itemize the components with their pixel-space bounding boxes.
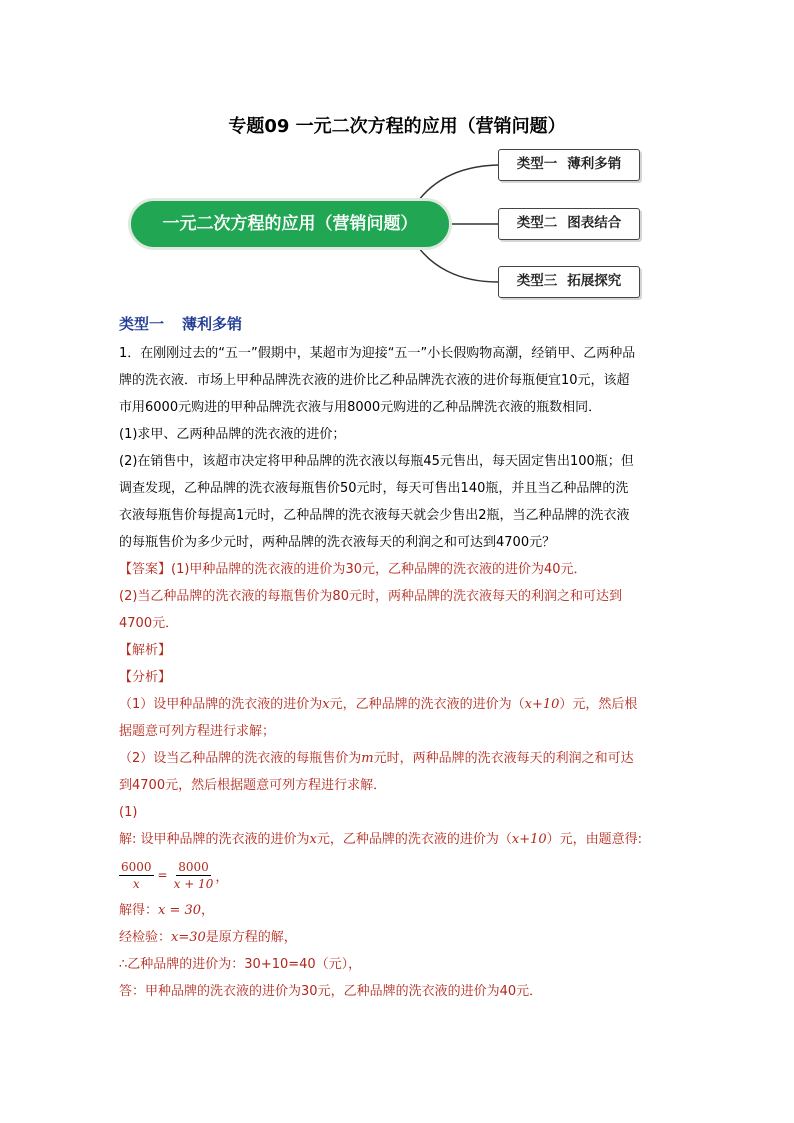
solution-text: 解得： xyxy=(119,903,159,918)
answer-line-1 xyxy=(119,556,679,583)
expression: x+10 xyxy=(511,832,547,847)
analysis-text: 元，然后根据题意可列方程进行求解． xyxy=(165,778,387,793)
jiexi-label: 【解析】 xyxy=(119,643,172,658)
answer-value: 40 xyxy=(544,562,561,577)
solution-value: 30 xyxy=(301,984,318,999)
punctuation: ， xyxy=(215,869,229,885)
therefore-line: ∴乙种品牌的进价为：30+10=40（元）， xyxy=(119,957,362,972)
branch-type: 类型一 xyxy=(516,156,558,172)
mind-map-branch-2 xyxy=(498,208,640,240)
answer-text: 元． xyxy=(560,562,587,577)
denominator: x xyxy=(132,876,140,891)
analysis-value: 4700 xyxy=(132,778,166,793)
answer-text: 元时，两种品牌的洗衣液每天的利润之和可达到 xyxy=(348,589,622,604)
numerator: 6000 xyxy=(121,859,152,874)
problem-line: 1．在刚刚过去的“五一”假期中，某超市为迎接“五一”小长假购物高潮，经销甲、乙两种品 xyxy=(119,346,636,361)
solution-text: ）元，由题意得: xyxy=(546,832,643,847)
solution-text: 元，乙种品牌的洗衣液的进价为（ xyxy=(316,832,512,847)
fraction-left xyxy=(119,859,154,892)
problem-line: 衣液每瓶售价每提高1元时，乙种品牌的洗衣液每天就会少售出2瓶，当乙种品牌的洗衣液 xyxy=(119,508,630,523)
branch-type: 类型三 xyxy=(516,273,558,289)
analysis-text: 元时，两种品牌的洗衣液每天的利润之和可达 xyxy=(373,751,634,766)
answer-text: (2)当乙种品牌的洗衣液的每瓶售价为 xyxy=(119,589,333,604)
numerator: 8000 xyxy=(178,859,209,874)
check-line xyxy=(119,924,679,951)
answer-line-2 xyxy=(119,583,679,610)
solution-text: 答：甲种品牌的洗衣液的进价为 xyxy=(119,984,302,999)
solution-text: 元，乙种品牌的洗衣液的进价为 xyxy=(317,984,500,999)
problem-line: (1)求甲、乙两种品牌的洗衣液的进价； xyxy=(119,427,346,442)
fenxi-label: 【分析】 xyxy=(119,670,172,685)
expression: x=30 xyxy=(171,930,206,945)
problem-line: 牌的洗衣液．市场上甲种品牌洗衣液的进价比乙种品牌洗衣液的进价每瓶便宜10元，该超 xyxy=(119,373,630,388)
branch-name: 图表结合 xyxy=(567,215,622,231)
document-body xyxy=(119,340,679,1005)
analysis-line-4 xyxy=(119,772,679,799)
solution-text: 元． xyxy=(516,984,543,999)
analysis-text: （1）设甲种品牌的洗衣液的进价为 xyxy=(119,697,323,712)
branch-name: 薄利多销 xyxy=(567,156,622,172)
solution-line-1 xyxy=(119,826,679,853)
mind-map-branch-3 xyxy=(498,266,640,298)
section-heading xyxy=(119,313,242,334)
mind-map-root: 一元二次方程的应用（营销问题） xyxy=(128,198,452,250)
branch-type: 类型二 xyxy=(516,215,558,231)
analysis-text: 元，乙种品牌的洗衣液的进价为（ xyxy=(329,697,525,712)
variable-x: x xyxy=(309,832,317,847)
section-type: 类型一 xyxy=(119,315,165,333)
solution-text: ， xyxy=(201,903,215,918)
analysis-line-2: 据题意可列方程进行求解； xyxy=(119,724,276,739)
answer-text: 元，乙种品牌的洗衣液的进价为 xyxy=(361,562,544,577)
solution-text: 解: 设甲种品牌的洗衣液的进价为 xyxy=(119,832,310,847)
problem-line: 调查发现，乙种品牌的洗衣液每瓶售价50元时，每天可售出140瓶，并且当乙种品牌的洗 xyxy=(119,481,629,496)
conclusion-line xyxy=(119,978,679,1005)
solution-value: 40 xyxy=(499,984,517,999)
solution-text: 是原方程的解， xyxy=(205,930,297,945)
analysis-text: （2）设当乙种品牌的洗衣液的每瓶售价为 xyxy=(119,751,362,766)
mind-map xyxy=(0,140,794,310)
expression: x+10 xyxy=(524,697,560,712)
branch-name: 拓展探究 xyxy=(567,273,622,289)
denominator: x + 10 xyxy=(173,876,214,891)
problem-line: 市用6000元购进的甲种品牌洗衣液与用8000元购进的乙种品牌洗衣液的瓶数相同． xyxy=(119,400,602,415)
answer-line-3: 4700元． xyxy=(119,616,179,631)
equals-sign: = xyxy=(157,868,168,882)
analysis-line-3 xyxy=(119,745,679,772)
analysis-line-1 xyxy=(119,691,679,718)
mind-map-branch-1 xyxy=(498,149,640,181)
solve-line xyxy=(119,897,679,924)
solution-text: 经检验： xyxy=(119,930,172,945)
analysis-text: ）元，然后根 xyxy=(559,697,638,712)
variable-x: x xyxy=(322,697,330,712)
solution-part-label: (1) xyxy=(119,805,138,820)
fraction-right xyxy=(172,859,216,892)
problem-line: 的每瓶售价为多少元时，两种品牌的洗衣液每天的利润之和可达到4700元？ xyxy=(119,535,556,550)
expression: x = 30 xyxy=(158,903,202,918)
problem-line: (2)在销售中，该超市决定将甲种品牌的洗衣液以每瓶45元售出，每天固定售出100瓶；但 xyxy=(119,454,634,469)
page-title: 专题09 一元二次方程的应用（营销问题） xyxy=(228,116,566,137)
analysis-text: 到 xyxy=(119,778,133,793)
equation xyxy=(119,853,679,897)
answer-tag: 【答案】 xyxy=(119,562,172,577)
answer-text: (1)甲种品牌的洗衣液的进价为 xyxy=(171,562,346,577)
answer-value: 80 xyxy=(332,589,349,604)
section-name: 薄利多销 xyxy=(182,315,243,333)
variable-m: m xyxy=(361,751,374,766)
answer-value: 30 xyxy=(345,562,362,577)
